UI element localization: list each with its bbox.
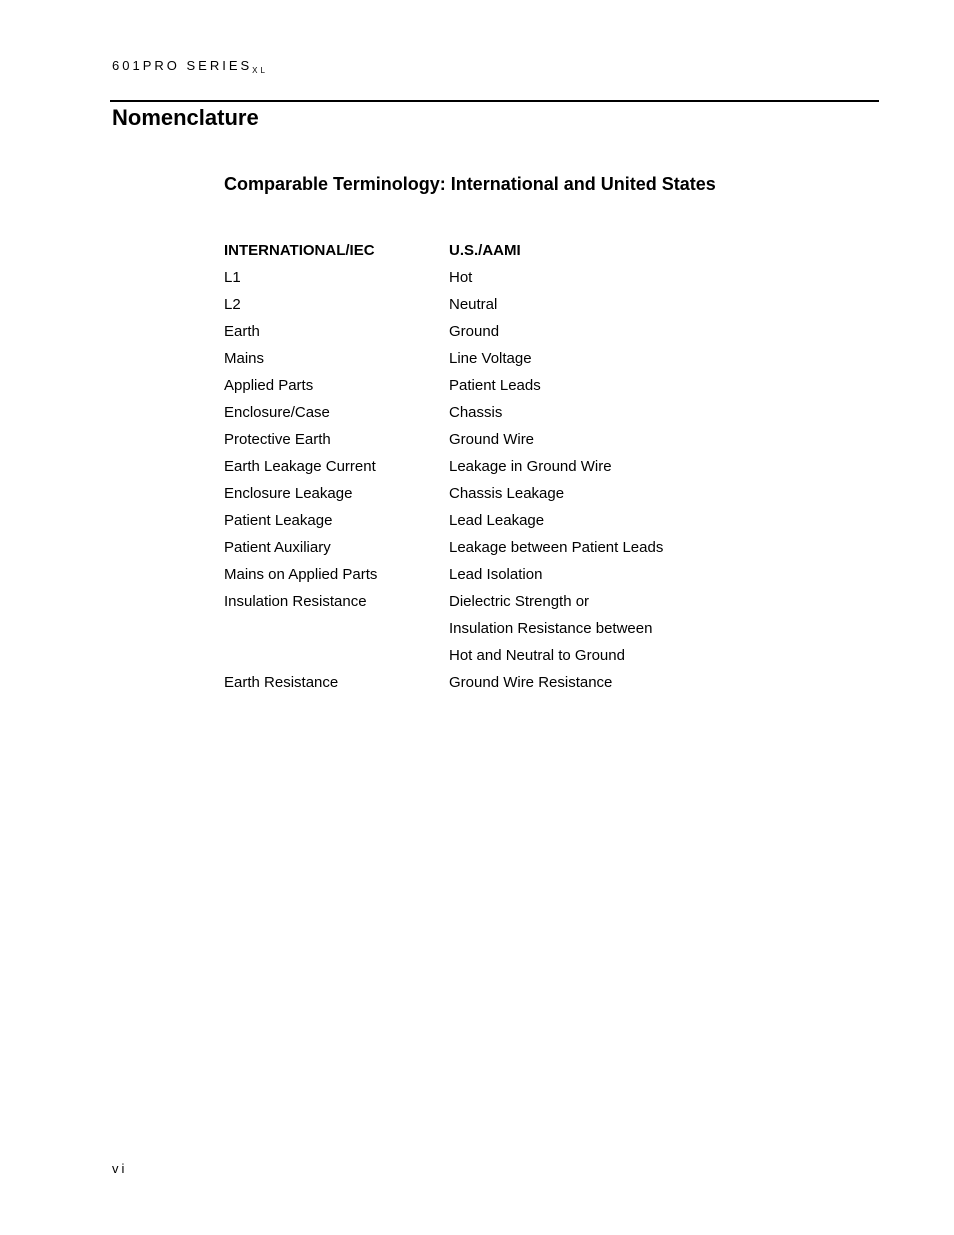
cell-us: Patient Leads [449,377,541,394]
table-row [224,561,663,588]
table-row [224,534,663,561]
running-header [112,58,268,73]
table-row [224,372,663,399]
table-row [224,507,663,534]
table-row [224,588,663,615]
cell-international: L1 [224,269,241,286]
section-title: Nomenclature [112,105,259,130]
cell-us: Dielectric Strength or [449,593,590,610]
table-row [224,453,663,480]
table-body [224,264,663,696]
table-row [224,291,663,318]
table-row [224,615,663,642]
cell-us: Ground [449,323,500,340]
cell-international: Mains [224,350,265,367]
table-row [224,426,663,453]
table-row [224,480,663,507]
table-row [224,318,663,345]
cell-us: Ground Wire [449,431,535,448]
cell-us: Insulation Resistance between [449,620,653,637]
subsection-title: Comparable Terminology: International and United States [224,174,716,194]
cell-international: Earth Resistance [224,674,339,691]
cell-us: Hot [449,269,473,286]
table-row [224,345,663,372]
terminology-table [224,237,663,696]
cell-international: Enclosure Leakage [224,485,353,502]
table-header-row [224,237,663,264]
cell-us: Lead Leakage [449,512,545,529]
series-name: 601PRO SERIES [112,58,253,73]
cell-us: Hot and Neutral to Ground [449,647,625,664]
cell-international: Earth [224,323,260,340]
cell-us: Lead Isolation [449,566,543,583]
cell-international: Patient Auxiliary [224,539,331,556]
cell-international: Applied Parts [224,377,314,394]
table-row [224,264,663,291]
cell-us: Leakage in Ground Wire [449,458,612,475]
column-header-us: U.S./AAMI [449,242,521,259]
column-header-international: INTERNATIONAL/IEC [224,242,375,259]
cell-us: Line Voltage [449,350,532,367]
table-row [224,642,663,669]
cell-international: Patient Leakage [224,512,333,529]
cell-international: Protective Earth [224,431,331,448]
cell-us: Ground Wire Resistance [449,674,613,691]
cell-international: Mains on Applied Parts [224,566,378,583]
cell-us: Leakage between Patient Leads [449,539,664,556]
cell-international: Enclosure/Case [224,404,330,421]
cell-us: Chassis Leakage [449,485,565,502]
cell-us: Neutral [449,296,498,313]
page-number: vi [112,1161,128,1176]
series-suffix: XL [252,66,268,75]
cell-international: L2 [224,296,241,313]
cell-international: Insulation Resistance [224,593,367,610]
cell-international: Earth Leakage Current [224,458,376,475]
header-rule [110,100,879,102]
table-row [224,669,663,696]
table-row [224,399,663,426]
cell-us: Chassis [449,404,503,421]
